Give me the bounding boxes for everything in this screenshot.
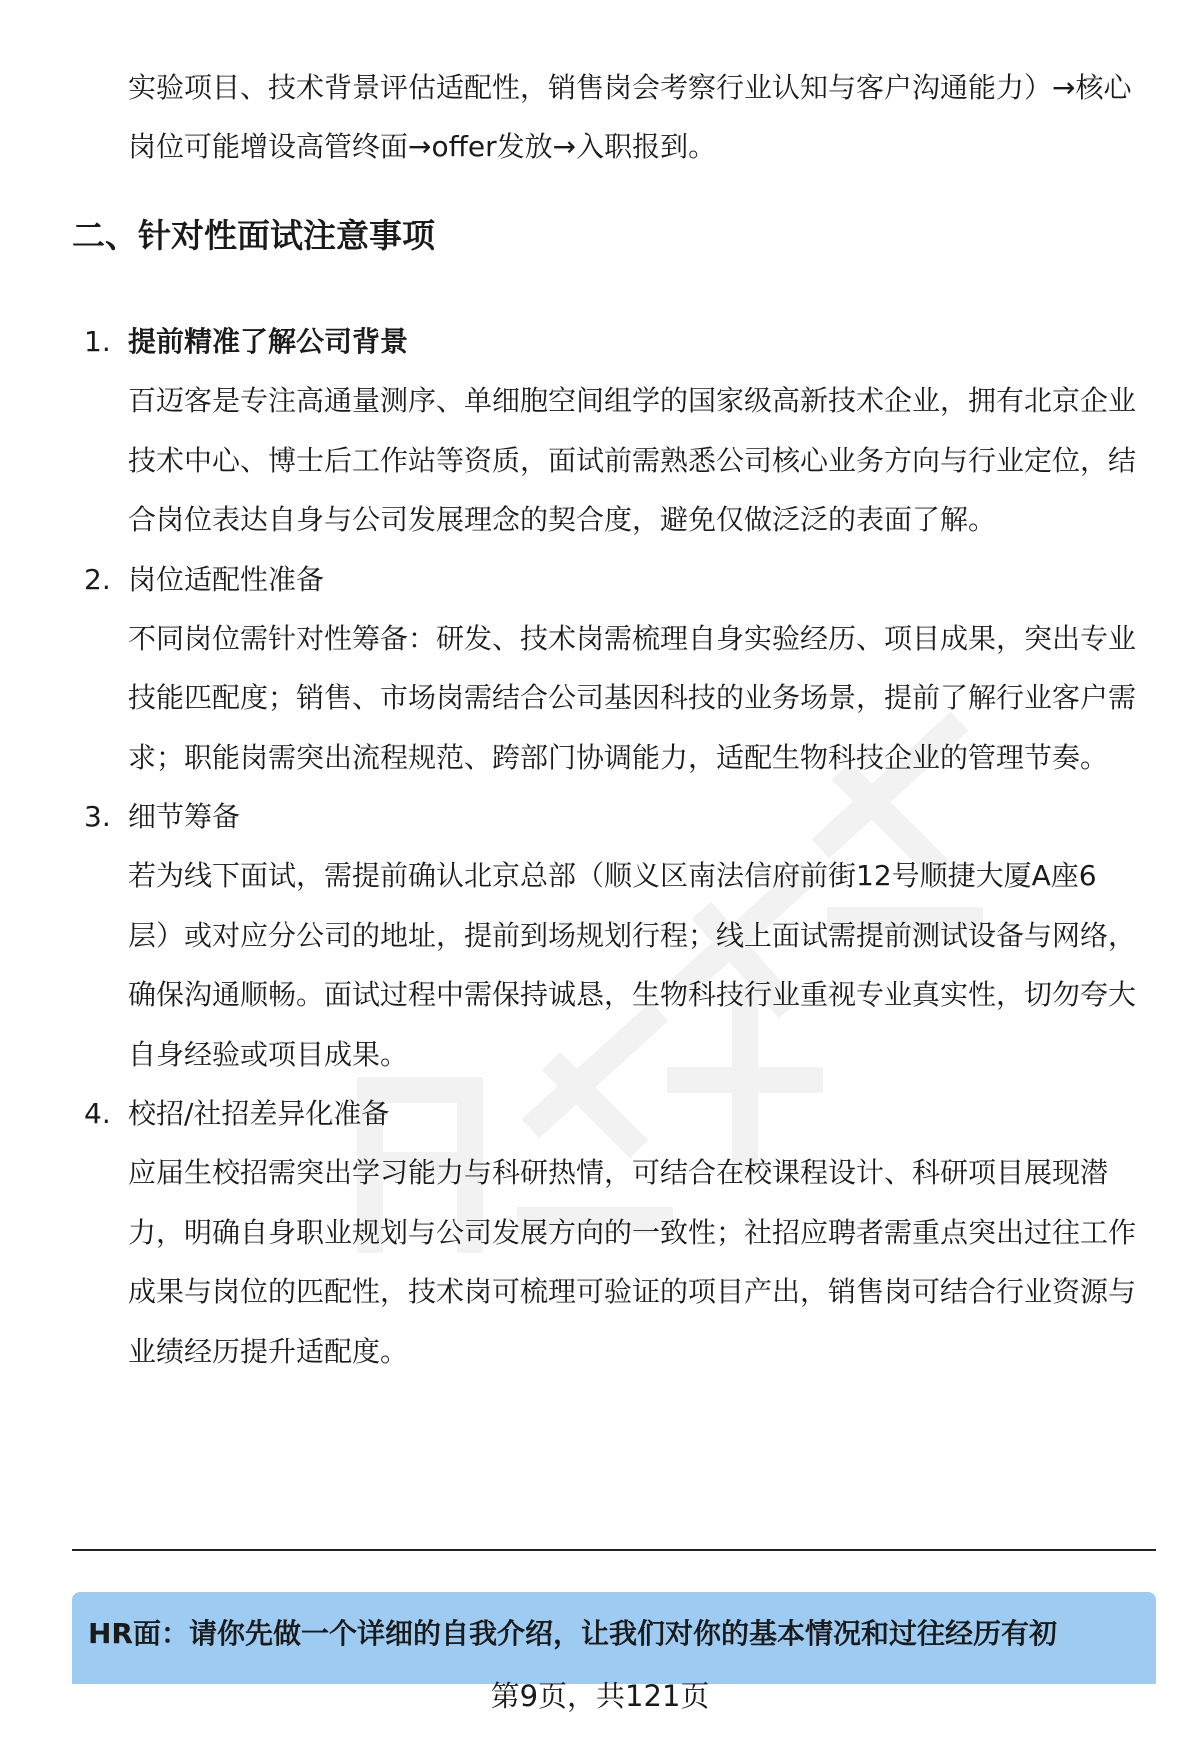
list-item	[84, 312, 1154, 550]
item-body: 百迈客是专注高通量测序、单细胞空间组学的国家级高新技术企业，拥有北京企业技术中心、博士后工作站等资质，面试前需熟悉公司核心业务方向与行业定位，结合岗位表达自身与公司发展理念的契合度，避免仅做泛泛的表面了解。	[128, 384, 1137, 536]
page-footer: 第9页，共121页	[490, 1679, 710, 1713]
section-divider	[72, 1549, 1156, 1551]
item-title: 提前精准了解公司背景	[128, 325, 409, 358]
intro-paragraph: 实验项目、技术背景评估适配性，销售岗会考察行业认知与客户沟通能力）→核心岗位可能增设高管终面→offer发放→入职报到。	[128, 71, 1132, 163]
hr-question-text: HR面：请你先做一个详细的自我介绍，让我们对你的基本情况和过往经历有初	[88, 1617, 1057, 1650]
notes-list	[84, 312, 1154, 1381]
item-title: 校招/社招差异化准备	[128, 1097, 390, 1130]
item-body: 不同岗位需针对性筹备：研发、技术岗需梳理自身实验经历、项目成果，突出专业技能匹配度；销售、市场岗需结合公司基因科技的业务场景，提前了解行业客户需求；职能岗需突出流程规范、跨部门协调能力，适配生物科技企业的管理节奏。	[128, 621, 1137, 774]
item-number: 4.	[84, 1097, 111, 1130]
item-body: 应届生校招需突出学习能力与科研热情，可结合在校课程设计、科研项目展现潜力，明确自身职业规划与公司发展方向的一致性；社招应聘者需重点突出过往工作成果与岗位的匹配性，技术岗可梳理可验证的项目产出，销售岗可结合行业资源与业绩经历提升适配度。	[128, 1156, 1137, 1368]
item-body: 若为线下面试，需提前确认北京总部（顺义区南法信府前街12号顺捷大厦A座6层）或对应分公司的地址，提前到场规划行程；线上面试需提前测试设备与网络，确保沟通顺畅。面试过程中需保持诚恳，生物科技行业重视专业真实性，切勿夸大自身经验或项目成果。	[128, 859, 1137, 1071]
hr-question-box	[72, 1592, 1156, 1684]
item-number: 1.	[84, 325, 111, 358]
item-number: 2.	[84, 562, 111, 596]
list-item	[84, 550, 1154, 788]
section-title: 二、针对性面试注意事项	[72, 216, 435, 255]
item-number: 3.	[84, 800, 111, 833]
list-item	[84, 787, 1154, 1084]
item-title: 岗位适配性准备	[128, 562, 325, 596]
item-title: 细节筹备	[128, 800, 241, 833]
list-item	[84, 1084, 1154, 1381]
